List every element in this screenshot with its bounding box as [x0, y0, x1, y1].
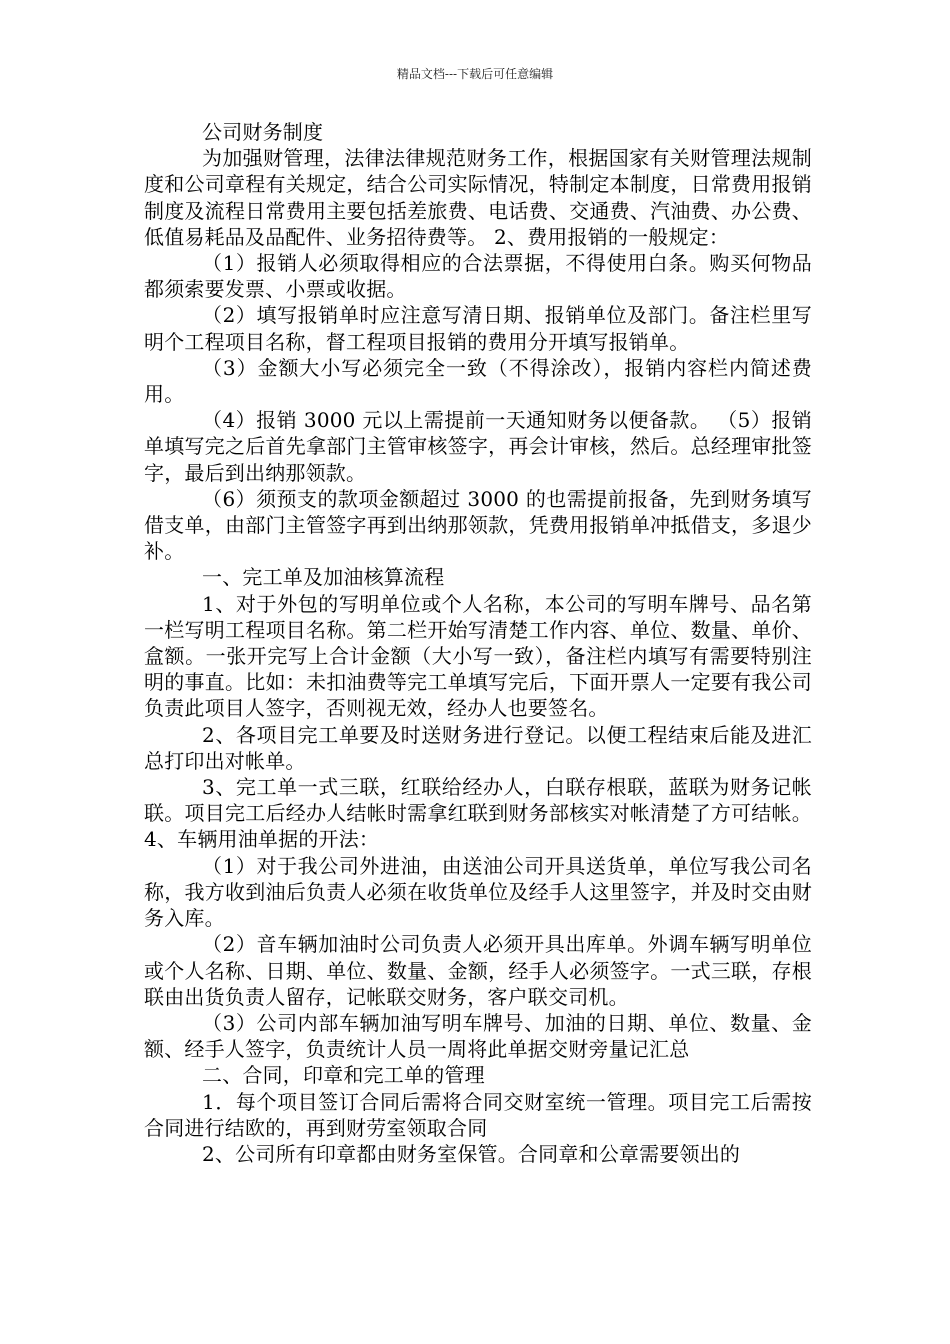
paragraph: 为加强财管理，法律法律规范财务工作，根据国家有关财管理法规制度和公司章程有关规定，结合公司实际情况，特制定本制度，日常费用报销制度及流程日常费用主要包括差旅费、电话费、交通费、汽油费、办公费、低值易耗品及品配件、业务招待费等。 2、费用报销的一般规定：: [144, 146, 812, 249]
paragraph: 2、各项目完工单要及时送财务进行登记。以便工程结束后能及进汇总打印出对帐单。: [144, 722, 812, 773]
document-body: [144, 119, 812, 1167]
section-heading: 二、合同，印章和完工单的管理: [202, 1063, 485, 1088]
paragraph: 1、对于外包的写明单位或个人名称，本公司的写明车牌号、品名第一栏写明工程项目名称。第二栏开始写清楚工作内容、单位、数量、单价、盒额。一张开完写上合计金额（大小写一致），备注栏内填写有需要特别注明的事直。比如：未扣油费等完工单填写完后，下面开票人一定要有我公司负责此项目人签字，否则视无效，经办人也要签名。: [144, 591, 812, 721]
paragraph: 1．每个项目签订合同后需将合同交财室统一管理。项目完工后需按合同进行结欧的，再到财劳室领取合同: [144, 1089, 812, 1140]
paragraph: （1）报销人必须取得相应的合法票据，不得使用白条。购买何物品都须索要发票、小票或收据。: [144, 251, 812, 302]
document-title: 公司财务制度: [202, 120, 324, 144]
paragraph: （2）音车辆加油时公司负责人必须开具出库单。外调车辆写明单位或个人名称、日期、单位、数量、金额，经手人必须签字。一式三联，存根联由出货负责人留存，记帐联交财务，客户联交司机。: [144, 932, 812, 1009]
paragraph: （6）须预支的款项金额超过 3000 的也需提前报备，先到财务填写借支单，由部门主管签字再到出纳那领款，凭费用报销单冲抵借支，多退少补。: [144, 486, 812, 564]
paragraph: （2）填写报销单时应注意写清日期、报销单位及部门。备注栏里写明个工程项目名称，督工程项目报销的费用分开填写报销单。: [144, 303, 812, 354]
paragraph: （3）金额大小写必须完全一致（不得涂改），报销内容栏内简述费用。: [144, 355, 812, 407]
paragraph: 2、公司所有印章都由财务室保管。合同章和公章需要领出的: [202, 1141, 741, 1166]
paragraph: 3、完工单一式三联，红联给经办人，白联存根联，蓝联为财务记帐联。项目完工后经办人结帐时需拿红联到财务部核实对帐清楚了方可结帐。 4、车辆用油单据的开法：: [144, 775, 812, 852]
paragraph: （3）公司内部车辆加油写明车牌号、加油的日期、单位、数量、金额、经手人签字，负责统计人员一周将此单据交财旁量记汇总: [144, 1010, 812, 1062]
paragraph: （1）对于我公司外进油，由送油公司开具送货单，单位写我公司名称，我方收到油后负责人必须在收货单位及经手人这里签字，并及时交由财务入库。: [144, 853, 812, 931]
paragraph: （4）报销 3000 元以上需提前一天通知财务以便备款。 （5）报销单填写完之后首先拿部门主管审核签字，再会计审核，然后。总经理审批签字，最后到出纳那领款。: [144, 408, 812, 485]
page-header: 精品文档---下载后可任意编辑: [396, 67, 554, 81]
section-heading: 一、完工单及加油核算流程: [202, 565, 445, 590]
